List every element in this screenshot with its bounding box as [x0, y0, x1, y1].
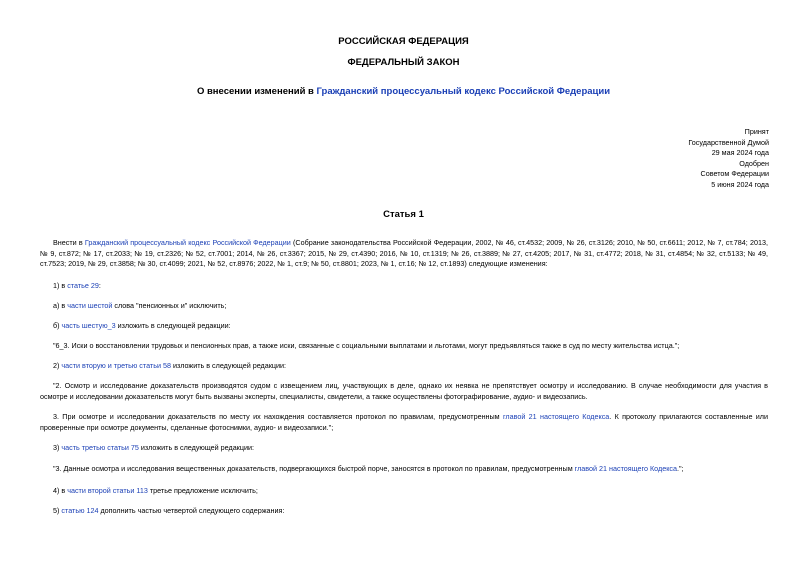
law-title	[0, 86, 807, 97]
chapter-21-link[interactable]: главой 21 настоящего Кодекса	[574, 464, 678, 473]
article-heading: Статья 1	[383, 209, 424, 220]
paragraph-text: дополнить частью четвертой следующего содержания:	[98, 506, 285, 515]
paragraph-text: .";	[677, 464, 684, 473]
paragraph-text: б)	[53, 321, 62, 330]
quote-58-3	[40, 412, 768, 433]
paragraph-2	[40, 361, 768, 372]
paragraph-3	[40, 443, 768, 454]
acceptance-line: Принят	[744, 127, 769, 136]
acceptance-block	[688, 127, 769, 191]
intro-prefix: Внести в	[53, 238, 85, 247]
acceptance-line: Государственной Думой	[688, 137, 769, 147]
article-113-link[interactable]: части второй статьи 113	[67, 486, 148, 495]
article-58-link[interactable]: части вторую и третью статьи 58	[61, 361, 171, 370]
paragraph-text: 1) в	[53, 281, 68, 290]
acceptance-line: Одобрен	[739, 158, 769, 168]
article-75-link[interactable]: часть третью статьи 75	[61, 443, 139, 452]
law-title-link[interactable]: Гражданский процессуальный кодекс Российской Федерации	[316, 86, 611, 97]
acceptance-line: Советом Федерации	[700, 169, 769, 179]
paragraph-4	[40, 486, 768, 497]
paragraph-text: слова "пенсионных и" исключить;	[112, 301, 227, 310]
paragraph-text: изложить в следующей редакции:	[138, 443, 254, 452]
paragraph-text: 2)	[53, 361, 62, 370]
article-intro	[40, 238, 768, 270]
law-type-heading: ФЕДЕРАЛЬНЫЙ ЗАКОН	[347, 57, 460, 68]
acceptance-line: 5 июня 2024 года	[711, 179, 769, 189]
paragraph-1	[40, 281, 768, 292]
article-124-link[interactable]: статью 124	[61, 506, 99, 515]
paragraph-text: изложить в следующей редакции:	[115, 321, 231, 330]
paragraph-a	[40, 301, 768, 312]
part-six-link[interactable]: части шестой	[67, 301, 113, 310]
article-29-link[interactable]: статье 29	[67, 281, 99, 290]
federation-heading: РОССИЙСКАЯ ФЕДЕРАЦИЯ	[338, 36, 469, 47]
paragraph-text: 4) в	[53, 486, 68, 495]
paragraph-5	[40, 506, 768, 517]
paragraph-text: "3. Данные осмотра и исследования вещественных доказательств, подвергающихся быстрой порче, заносятся в протокол по правилам, предусмотренным	[53, 464, 575, 473]
paragraph-text: 5)	[53, 506, 62, 515]
paragraph-text: 3. При осмотре и исследовании доказательств по месту их нахождения составляется протокол по правилам, предусмотренным	[53, 412, 503, 421]
paragraph-text: . К протоколу прилагаются составленные или проверенные при осмотре документы, сделанные фотоснимки, аудио- и видеозаписи.";	[40, 412, 768, 432]
paragraph-text: :	[98, 281, 101, 290]
chapter-21-link[interactable]: главой 21 настоящего Кодекса	[502, 412, 610, 421]
quote-58-2: "2. Осмотр и исследование доказательств производятся судом с извещением лиц, участвующих в деле, однако их неявка не препятствует осмотру и исследованию. В случае необходимости для участия в осмотре и исследовании доказательств могут быть вызваны эксперты, специалисты, свидетели, а также осуществлены фотографирование, аудио- и видеозапись.	[40, 381, 768, 401]
paragraph-text: 3)	[53, 443, 62, 452]
code-link[interactable]: Гражданский процессуальный кодекс Российской Федерации	[84, 238, 291, 247]
paragraph-text: третье предложение исключить;	[147, 486, 258, 495]
paragraph-b	[40, 321, 768, 332]
part-six-3-link[interactable]: часть шестую_3	[61, 321, 116, 330]
law-title-prefix: О внесении изменений в	[196, 86, 317, 97]
paragraph-text: изложить в следующей редакции:	[170, 361, 287, 370]
quote-6-3: "6_3. Иски о восстановлении трудовых и пенсионных прав, а также иски, связанные с социальными выплатами и льготами, могут предъявляться также в суд по месту жительства истца.";	[53, 341, 680, 350]
acceptance-line: 29 мая 2024 года	[711, 148, 769, 158]
quote-75-3	[40, 464, 768, 475]
paragraph-text: а) в	[53, 301, 68, 310]
intro-rest: (Собрание законодательства Российской Федерации, 2002, № 46, ст.4532; 2009, № 26, ст.3126; 2010, № 50, ст.6611; 2012, № 7, ст.784; 2013, № 9, ст.872; № 17, ст.2033; № 19, ст.2326; № 52, ст.7001; 2014, № 26, ст.3367; 2015, № 29, ст.4390; 2016, № 10, ст.1319; № 26, ст.3889; № 27, ст.4205; 2017, № 31, ст.4772; 2018, № 31, ст.4854; № 32, ст.5133; № 49, ст.7523; 2019, № 29, ст.3858; № 30, ст.4099; 2021, № 52, ст.8976; 2022, № 1, ст.9; № 50, ст.8801; 2023, № 1, ст.16; № 12, ст.1893) следующие изменения:	[40, 238, 768, 269]
